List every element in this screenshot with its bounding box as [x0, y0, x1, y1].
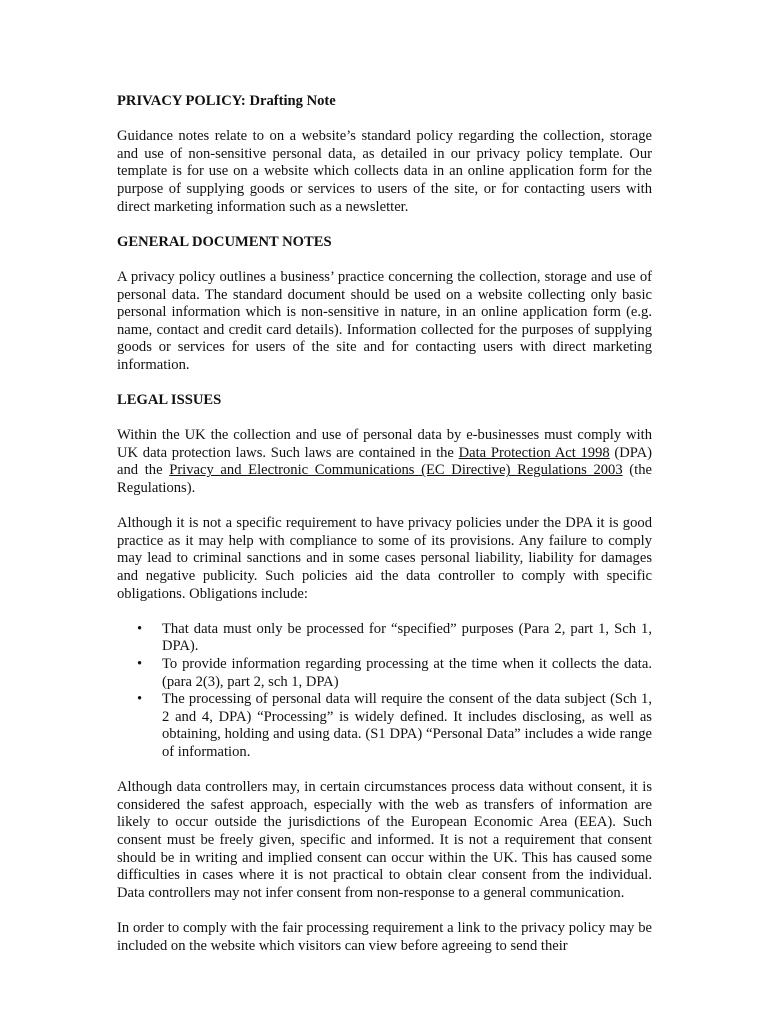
- document-title: PRIVACY POLICY: Drafting Note: [117, 93, 336, 109]
- privacy-regulations-link[interactable]: Privacy and Electronic Communications (EC Directive) Regulations 2003: [169, 462, 623, 479]
- list-item: [117, 691, 652, 761]
- legal-p1-text-middle: (DPA) and the: [117, 444, 652, 479]
- document-page: [117, 93, 652, 973]
- general-notes-paragraph: A privacy policy outlines a business’ practice concerning the collection, storage and use of personal data. The standard document should be used on a website collecting only basic personal information which is non-sensitive in nature, in an online application form (e.g. name, contact and credit card details). Information collected for the purposes of supplying goods or services for users of the site and for contacting users with direct marketing information.: [117, 268, 652, 373]
- legal-paragraph-1: [117, 427, 652, 497]
- general-notes-heading: GENERAL DOCUMENT NOTES: [117, 233, 332, 250]
- bullet-icon: •: [137, 691, 143, 708]
- list-item-text: To provide information regarding processing at the time when it collects the data. (para 2(3), part 2, sch 1, DPA): [162, 656, 652, 690]
- data-protection-act-link[interactable]: Data Protection Act 1998: [458, 444, 610, 461]
- intro-paragraph: Guidance notes relate to on a website’s standard policy regarding the collection, storage and use of non-sensitive personal data, as detailed in our privacy policy template. Our template is for use on a website which collects data in an online application form for the purpose of supplying goods or services to users of the site, or for contacting users with direct marketing information such as a newsletter.: [117, 128, 652, 215]
- bullet-icon: •: [137, 620, 143, 637]
- list-item: [117, 656, 652, 691]
- bullet-icon: •: [137, 656, 143, 672]
- list-item: [117, 621, 652, 656]
- legal-p1-text-after: (the Regulations).: [117, 462, 652, 497]
- list-item-text: That data must only be processed for “specified” purposes (Para 2, part 1, Sch 1, DPA).: [162, 620, 652, 655]
- list-item-text: The processing of personal data will require the consent of the data subject (Sch 1, 2 and 4, DPA) “Processing” is widely defined. It includes disclosing, as well as obtaining, holding and using data. (S1 DPA) “Personal Data” includes a wide range of information.: [162, 691, 652, 760]
- obligations-list: [117, 621, 652, 762]
- legal-paragraph-4: In order to comply with the fair processing requirement a link to the privacy policy may be included on the website which visitors can view before agreeing to send their: [117, 919, 652, 954]
- legal-paragraph-2: Although it is not a specific requirement to have privacy policies under the DPA it is good practice as it may help with compliance to some of its provisions. Any failure to comply may lead to criminal sanctions and in some cases personal liability, liability for damages and negative publicity. Such policies aid the data controller to comply with specific obligations. Obligations include:: [117, 515, 652, 602]
- legal-p1-text-before: Within the UK the collection and use of personal data by e-businesses must comply with UK data protection laws. Such laws are contained in the: [117, 427, 652, 461]
- legal-paragraph-3: Although data controllers may, in certain circumstances process data without consent, it is considered the safest approach, especially with the web as transfers of information are likely to occur outside the jurisdictions of the European Economic Area (EEA). Such consent must be freely given, specific and informed. It is not a requirement that consent should be in writing and implied consent can occur within the UK. This has caused some difficulties in cases where it is not practical to obtain clear consent from the individual. Data controllers may not infer consent from non-response to a general communication.: [117, 779, 652, 901]
- legal-issues-heading: LEGAL ISSUES: [117, 392, 222, 409]
